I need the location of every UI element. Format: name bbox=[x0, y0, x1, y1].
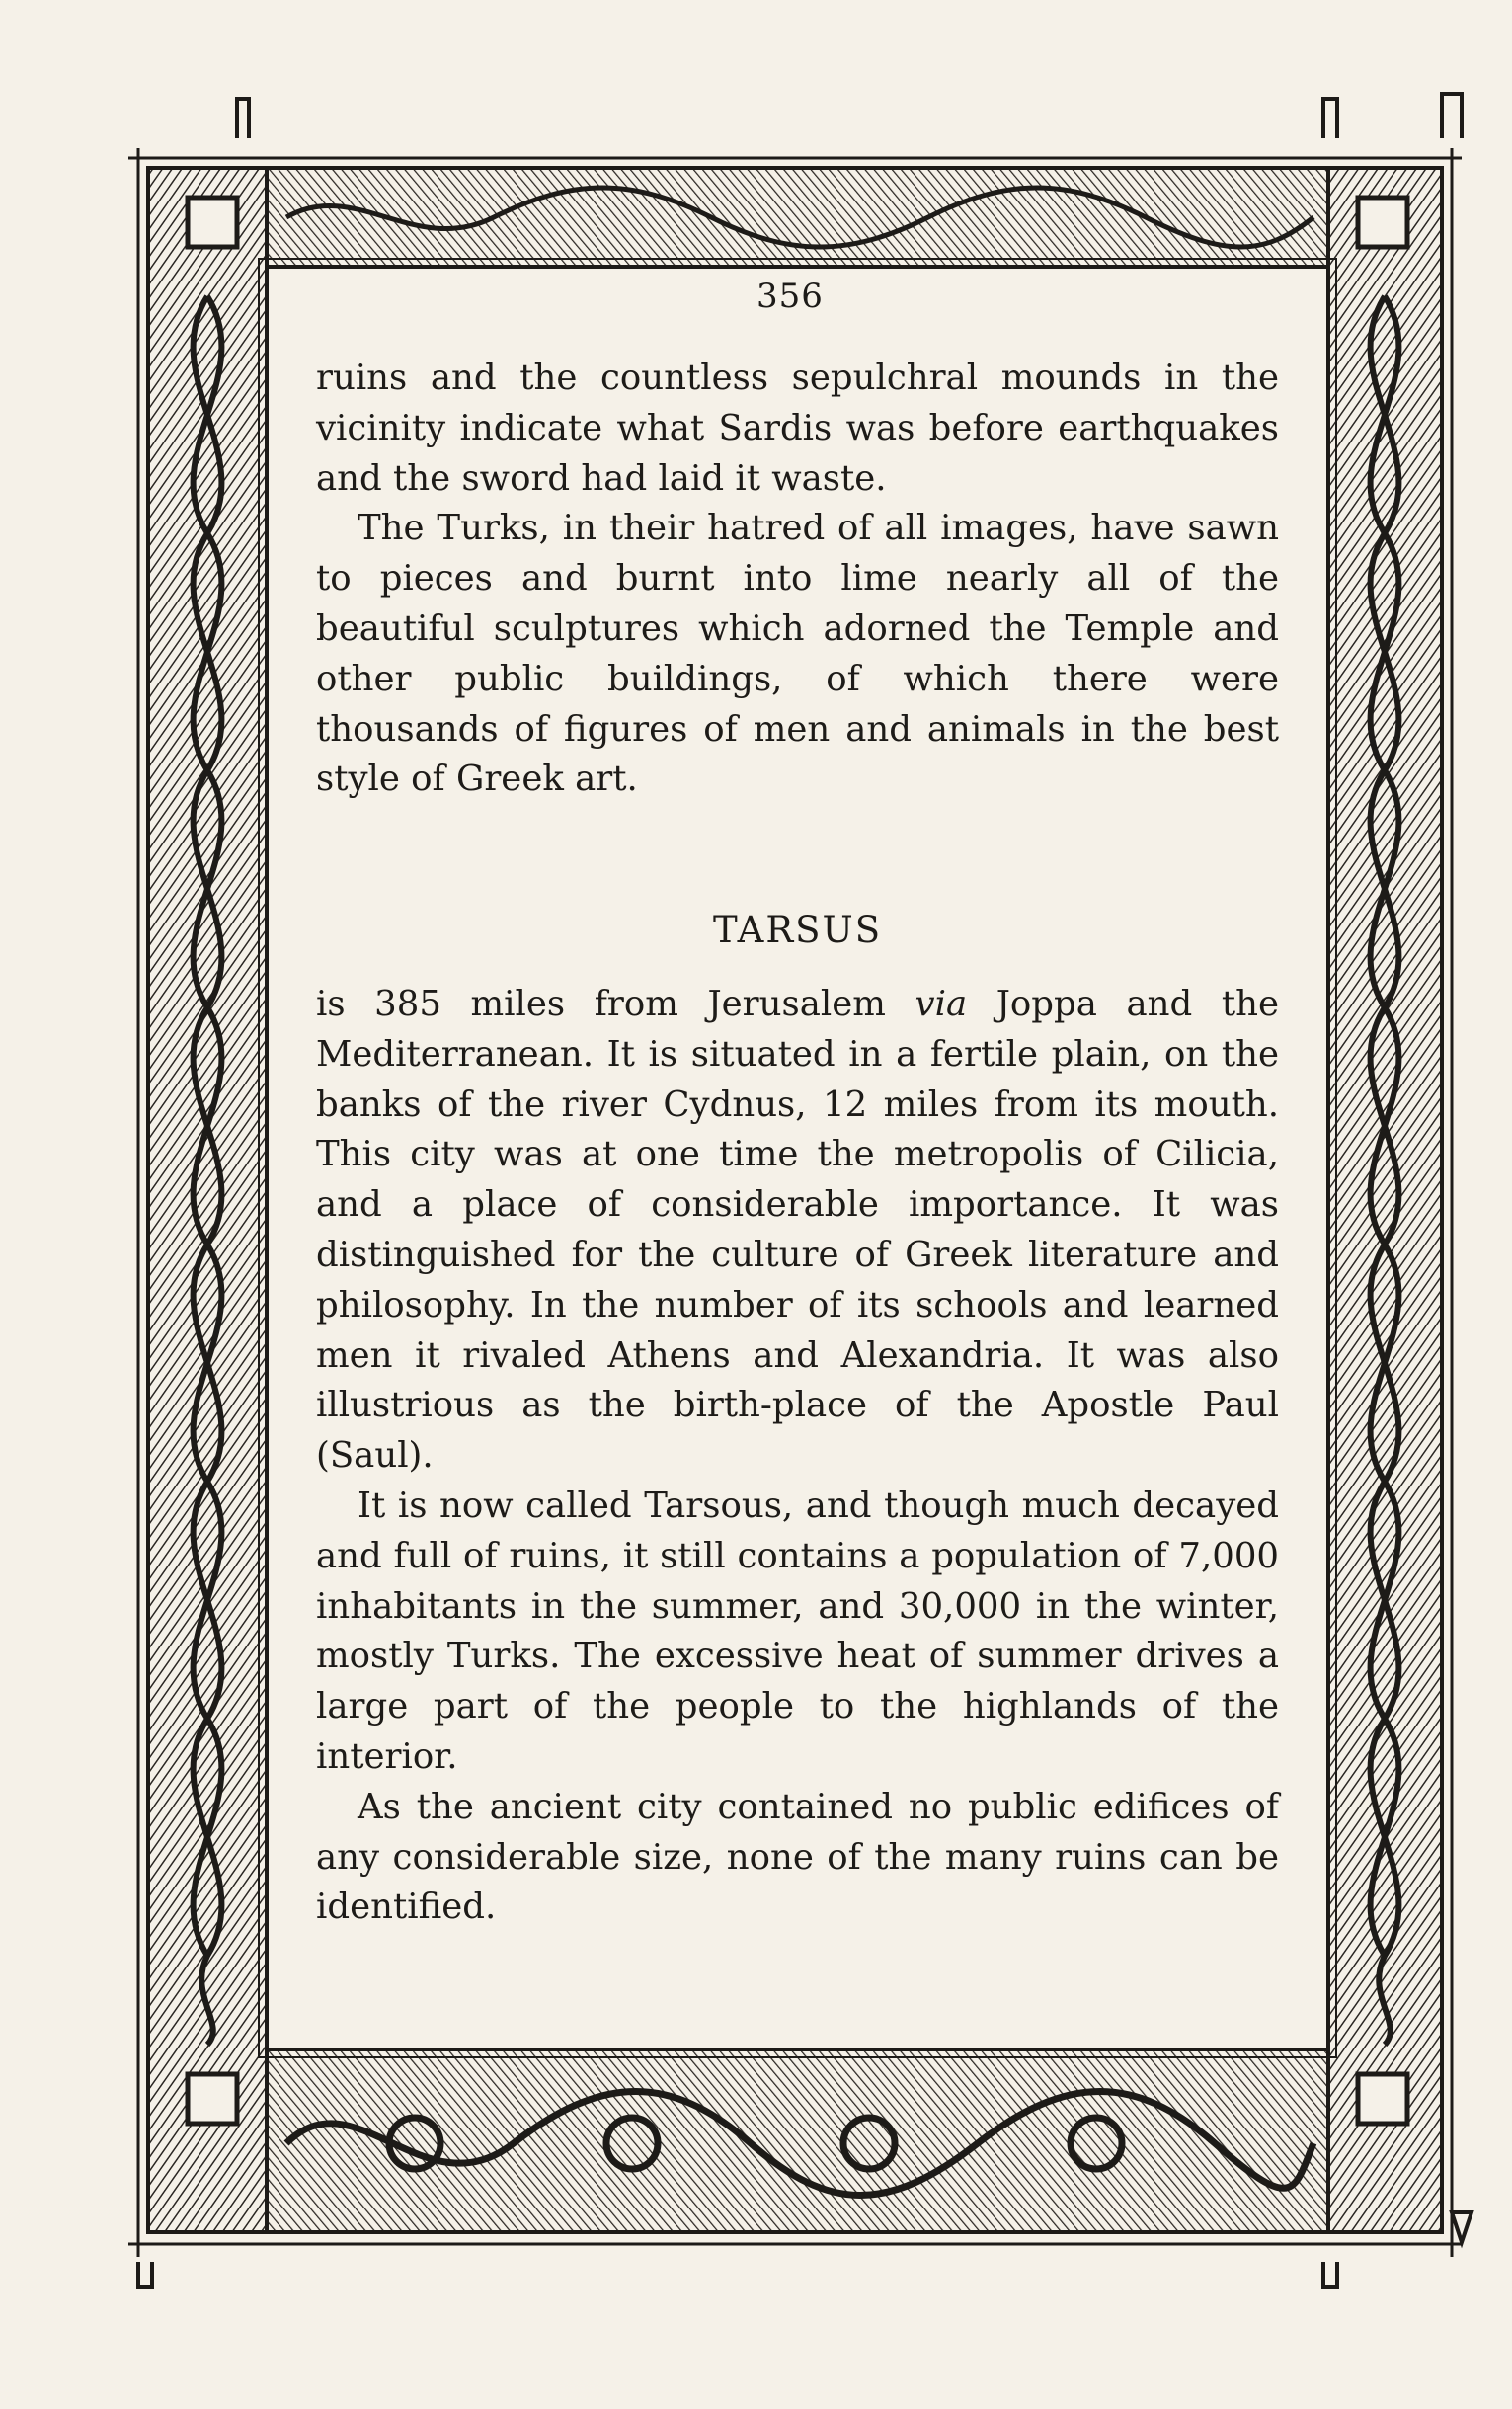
paragraph-turks-images: The Turks, in their hatred of all images, have sawn to pieces and burnt into lime nearly all of the beautiful sculptures which adorned the Temple and other public buildings, of which there were thousands of figures of men and animals in the best style of Greek art. bbox=[316, 508, 1279, 800]
paragraph-ancient-city: As the ancient city contained no public edifices of any considerable size, none of the many ruins can be identified. bbox=[316, 1786, 1279, 1928]
tarsus-intro-italic: via bbox=[915, 983, 968, 1024]
section-heading-tarsus: TARSUS bbox=[712, 909, 883, 952]
tarsus-intro-end: Joppa and the Mediterranean. It is situated in a fertile plain, on the banks of the river Cydnus, 12 miles from its mouth. This city was at one time the metropolis of Cilicia, and a place of considerable importance. It was distinguished for the culture of Greek literature and philosophy. In the number of its schools and learned men it rivaled Athens and Alexandria. It was also illustrious as the birth-place of the Apostle Paul (Saul). bbox=[316, 983, 1279, 1477]
body-text bbox=[316, 354, 1279, 1933]
paragraph-sardis-ruins: ruins and the countless sepulchral mounds in the vicinity indicate what Sardis was before earthquakes and the sword had laid it waste. bbox=[316, 358, 1279, 499]
paragraph-tarsous-population: It is now called Tarsous, and though much decayed and full of ruins, it still contains a population of 7,000 inhabitants in the summer, and 30,000 in the winter, mostly Turks. The excessive heat of summer drives a large part of the people to the highlands of the interior. bbox=[316, 1485, 1279, 1777]
paragraph-tarsus-intro bbox=[316, 980, 1279, 1482]
page-number: 356 bbox=[756, 277, 824, 316]
text-panel bbox=[296, 267, 1284, 2025]
tarsus-intro-start: is 385 miles from Jerusalem bbox=[316, 983, 915, 1024]
